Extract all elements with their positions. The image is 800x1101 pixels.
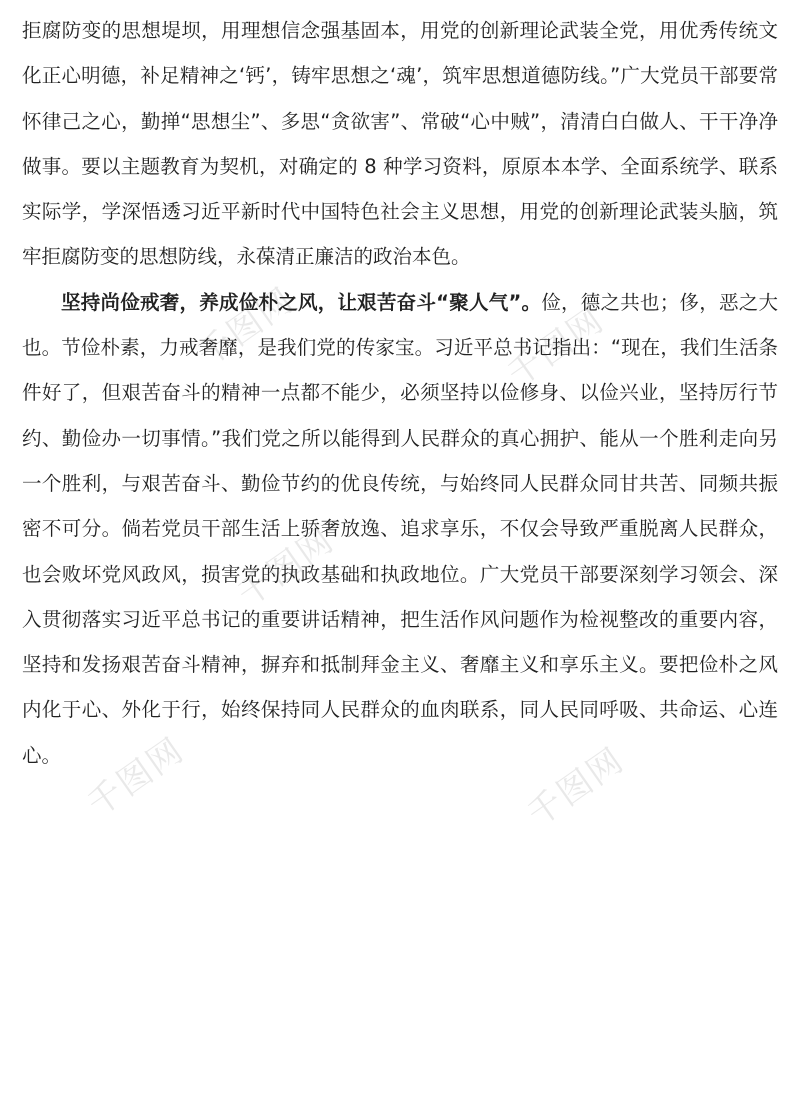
paragraph-continued: 拒腐防变的思想堤坝，用理想信念强基固本，用党的创新理论武装全党，用优秀传统文化正心明德，补足精神之‘钙’，铸牢思想之‘魂’，筑牢思想道德防线。”广大党员干部要常怀律己之心，勤掸“思想尘”、多思“贪欲害”、常破“心中贼”，清清白白做人、干干净净做事。要以主题教育为契机，对确定的 8 种学习资料，原原本本学、全面系统学、联系实际学，学深悟透习近平新时代中国特色社会主义思想，用党的创新理论武装头脑，筑牢拒腐防变的思想防线，永葆清正廉洁的政治本色。 bbox=[22, 19, 778, 269]
paragraph-lead-sentence: 坚持尚俭戒奢，养成俭朴之风，让艰苦奋斗“聚人气”。 bbox=[61, 290, 542, 314]
document-body bbox=[22, 8, 778, 778]
paragraph-frugality bbox=[22, 280, 778, 778]
watermark: 千图网 bbox=[520, 740, 632, 835]
watermark: 千图网 bbox=[80, 730, 192, 825]
watermark: 千图网 bbox=[500, 300, 612, 395]
watermark: 千图网 bbox=[190, 280, 302, 375]
paragraph-body-text: 俭，德之共也；侈，恶之大也。节俭朴素，力戒奢靡，是我们党的传家宝。习近平总书记指出：“现在，我们生活条件好了，但艰苦奋斗的精神一点都不能少，必须坚持以俭修身、以俭兴业，坚持厉行节约、勤俭办一切事情。”我们党之所以能得到人民群众的真心拥护、能从一个胜利走向另一个胜利，与艰苦奋斗、勤俭节约的优良传统，与始终同人民群众同甘共苦、同频共振密不可分。倘若党员干部生活上骄奢放逸、追求享乐，不仅会导致严重脱离人民群众，也会败坏党风政风，损害党的执政基础和执政地位。广大党员干部要深刻学习领会、深入贯彻落实习近平总书记的重要讲话精神，把生活作风问题作为检视整改的重要内容，坚持和发扬艰苦奋斗精神，摒弃和抵制拜金主义、奢靡主义和享乐主义。要把俭朴之风内化于心、外化于行，始终保持同人民群众的血肉联系，同人民同呼吸、共命运、心连心。 bbox=[22, 290, 778, 767]
watermark: 千图网 bbox=[230, 520, 342, 615]
